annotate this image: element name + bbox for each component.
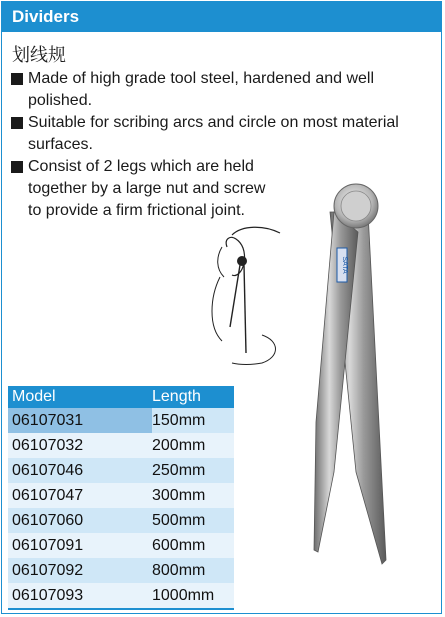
model-cell: 06107032 [12,437,84,454]
feature-item [10,112,430,156]
table-row [8,508,234,533]
page-title: Dividers [2,2,441,32]
column-header-model: Model [12,388,56,405]
model-cell: 06107047 [12,487,84,504]
table-row [8,433,234,458]
model-table [8,386,234,610]
length-cell: 1000mm [152,587,215,604]
length-cell: 150mm [152,412,206,429]
length-cell: 250mm [152,462,206,479]
table-row [8,483,234,508]
model-cell: 06107093 [12,587,84,604]
dividers-product-image [238,172,418,572]
model-cell: 06107031 [8,408,152,433]
feature-item [10,68,430,112]
column-header-length: Length [152,388,201,405]
table-row [8,558,234,583]
table-row [8,408,234,433]
product-card [1,1,442,614]
table-row [8,583,234,608]
svg-text:SATA: SATA [341,256,348,274]
chinese-subtitle: 划线规 [12,45,66,66]
feature-text: Consist of 2 legs which are held together by a large nut and screw to provide a firm frictional joint. [28,158,266,219]
model-cell: 06107060 [12,512,84,529]
length-cell: 800mm [152,562,206,579]
model-cell: 06107092 [12,562,84,579]
table-row [8,533,234,558]
feature-text: Suitable for scribing arcs and circle on most material surfaces. [28,114,399,153]
model-cell: 06107046 [12,462,84,479]
table-bottom-border [8,608,234,610]
model-cell: 06107091 [12,537,84,554]
table-header [8,386,234,408]
length-cell: 600mm [152,537,206,554]
square-bullet-icon [11,117,23,129]
length-cell: 300mm [152,487,206,504]
feature-text: Made of high grade tool steel, hardened and well polished. [28,70,375,109]
length-cell: 500mm [152,512,206,529]
square-bullet-icon [11,73,23,85]
table-row [8,458,234,483]
length-cell: 200mm [152,437,206,454]
square-bullet-icon [11,161,23,173]
